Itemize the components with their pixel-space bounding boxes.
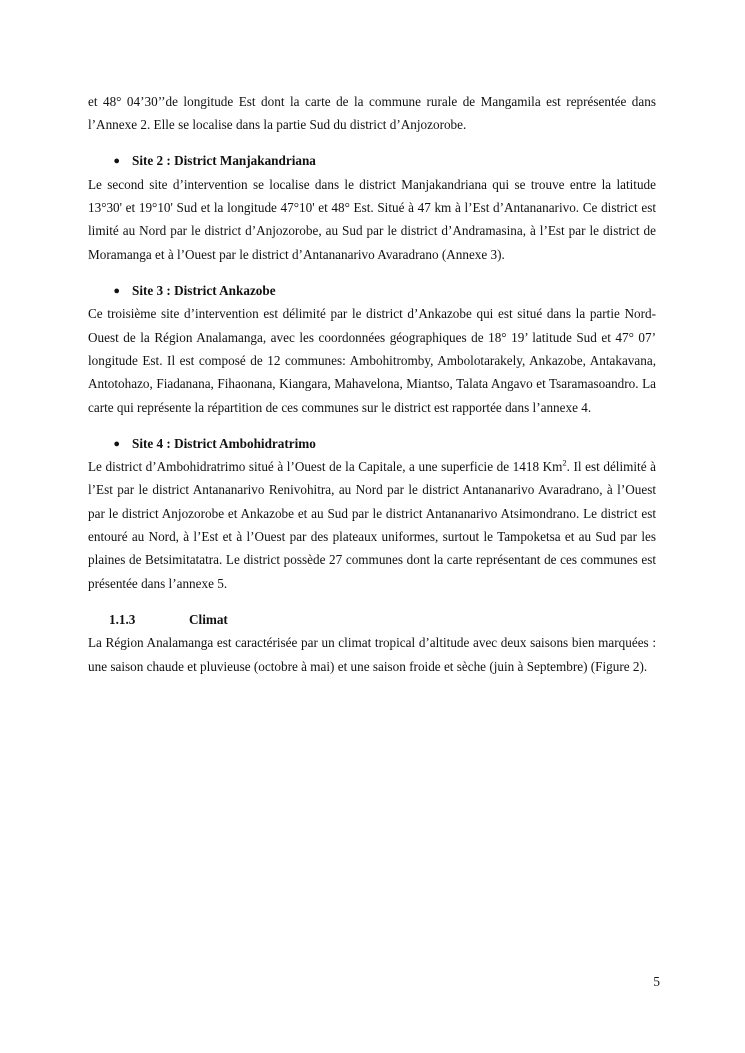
site-2-title: Site 2 : District Manjakandriana [132, 153, 316, 169]
site-4-text-part2: . Il est délimité à l’Est par le district Antananarivo Renivohitra, au Nord par le district Antananarivo Avaradrano, à l’Ouest par le district Anjozorobe et Ankazobe et au Sud par le district Antananarivo Atsimondrano. Le district est entouré au Nord, à l’Est et à l’Ouest par des plateaux uniformes, surtout le Tampoketsa et au Sud par les plaines de Betsimitatatra. Le district possède 27 communes dont la carte représentant de ces communes est présentée dans l’annexe 5. [88, 459, 656, 591]
site-4-block [88, 432, 656, 595]
climat-section [88, 608, 656, 678]
bullet-icon: ● [113, 437, 120, 450]
bullet-icon: ● [113, 155, 120, 168]
site-2-block [88, 150, 656, 266]
intro-paragraph: et 48° 04’30’’de longitude Est dont la carte de la commune rurale de Mangamila est représentée dans l’Annexe 2. Elle se localise dans la partie Sud du district d’Anjozorobe. [88, 94, 656, 133]
site-3-heading [88, 279, 656, 302]
climat-heading [88, 608, 656, 631]
site-4-paragraph [88, 455, 656, 595]
km2-superscript: 2 [562, 457, 567, 468]
site-4-text-part1: Le district d’Ambohidratrimo situé à l’Ouest de la Capitale, a une superficie de 1418 Km [88, 459, 563, 475]
site-3-paragraph: Ce troisième site d’intervention est délimité par le district d’Ankazobe qui est situé dans la partie Nord-Ouest de la Région Analamanga, avec les coordonnées géographiques de 18° 19’ latitude Sud et 47° 07’ longitude Est. Il est composé de 12 communes: Ambohitromby, Ambolotarakely, Ankazobe, Antakavana, Antotohazo, Fiadanana, Fihaonana, Kiangara, Mahavelona, Miantso, Talata Angavo et Tsaramasoandro. La carte qui représente la répartition de ces communes sur le district est rapportée dans l’annexe 4. [88, 306, 656, 415]
document-page [88, 90, 656, 691]
site-2-paragraph: Le second site d’intervention se localise dans le district Manjakandriana qui se trouve entre la latitude 13°30' et 19°10' Sud et la longitude 47°10' et 48° Est. Situé à 47 km à l’Est d’Antananarivo. Ce district est limité au Nord par le district d’Anjozorobe, au Sud par le district d’Andramasina, à l’Est par le district de Moramanga et à l’Ouest par le district d’Antananarivo Avaradrano (Annexe 3). [88, 176, 656, 262]
section-number: 1.1.3 [109, 611, 136, 627]
site-4-title: Site 4 : District Ambohidratrimo [132, 435, 316, 451]
page-number: 5 [653, 974, 660, 989]
site-4-heading [88, 432, 656, 455]
section-title: Climat [189, 611, 228, 627]
site-3-block [88, 279, 656, 419]
site-2-heading [88, 150, 656, 173]
site-3-title: Site 3 : District Ankazobe [132, 282, 276, 298]
bullet-icon: ● [113, 284, 120, 297]
climat-paragraph: La Région Analamanga est caractérisée par un climat tropical d’altitude avec deux saisons bien marquées : une saison chaude et pluvieuse (octobre à mai) et une saison froide et sèche (juin à Septembre) (Figure 2). [88, 635, 656, 674]
